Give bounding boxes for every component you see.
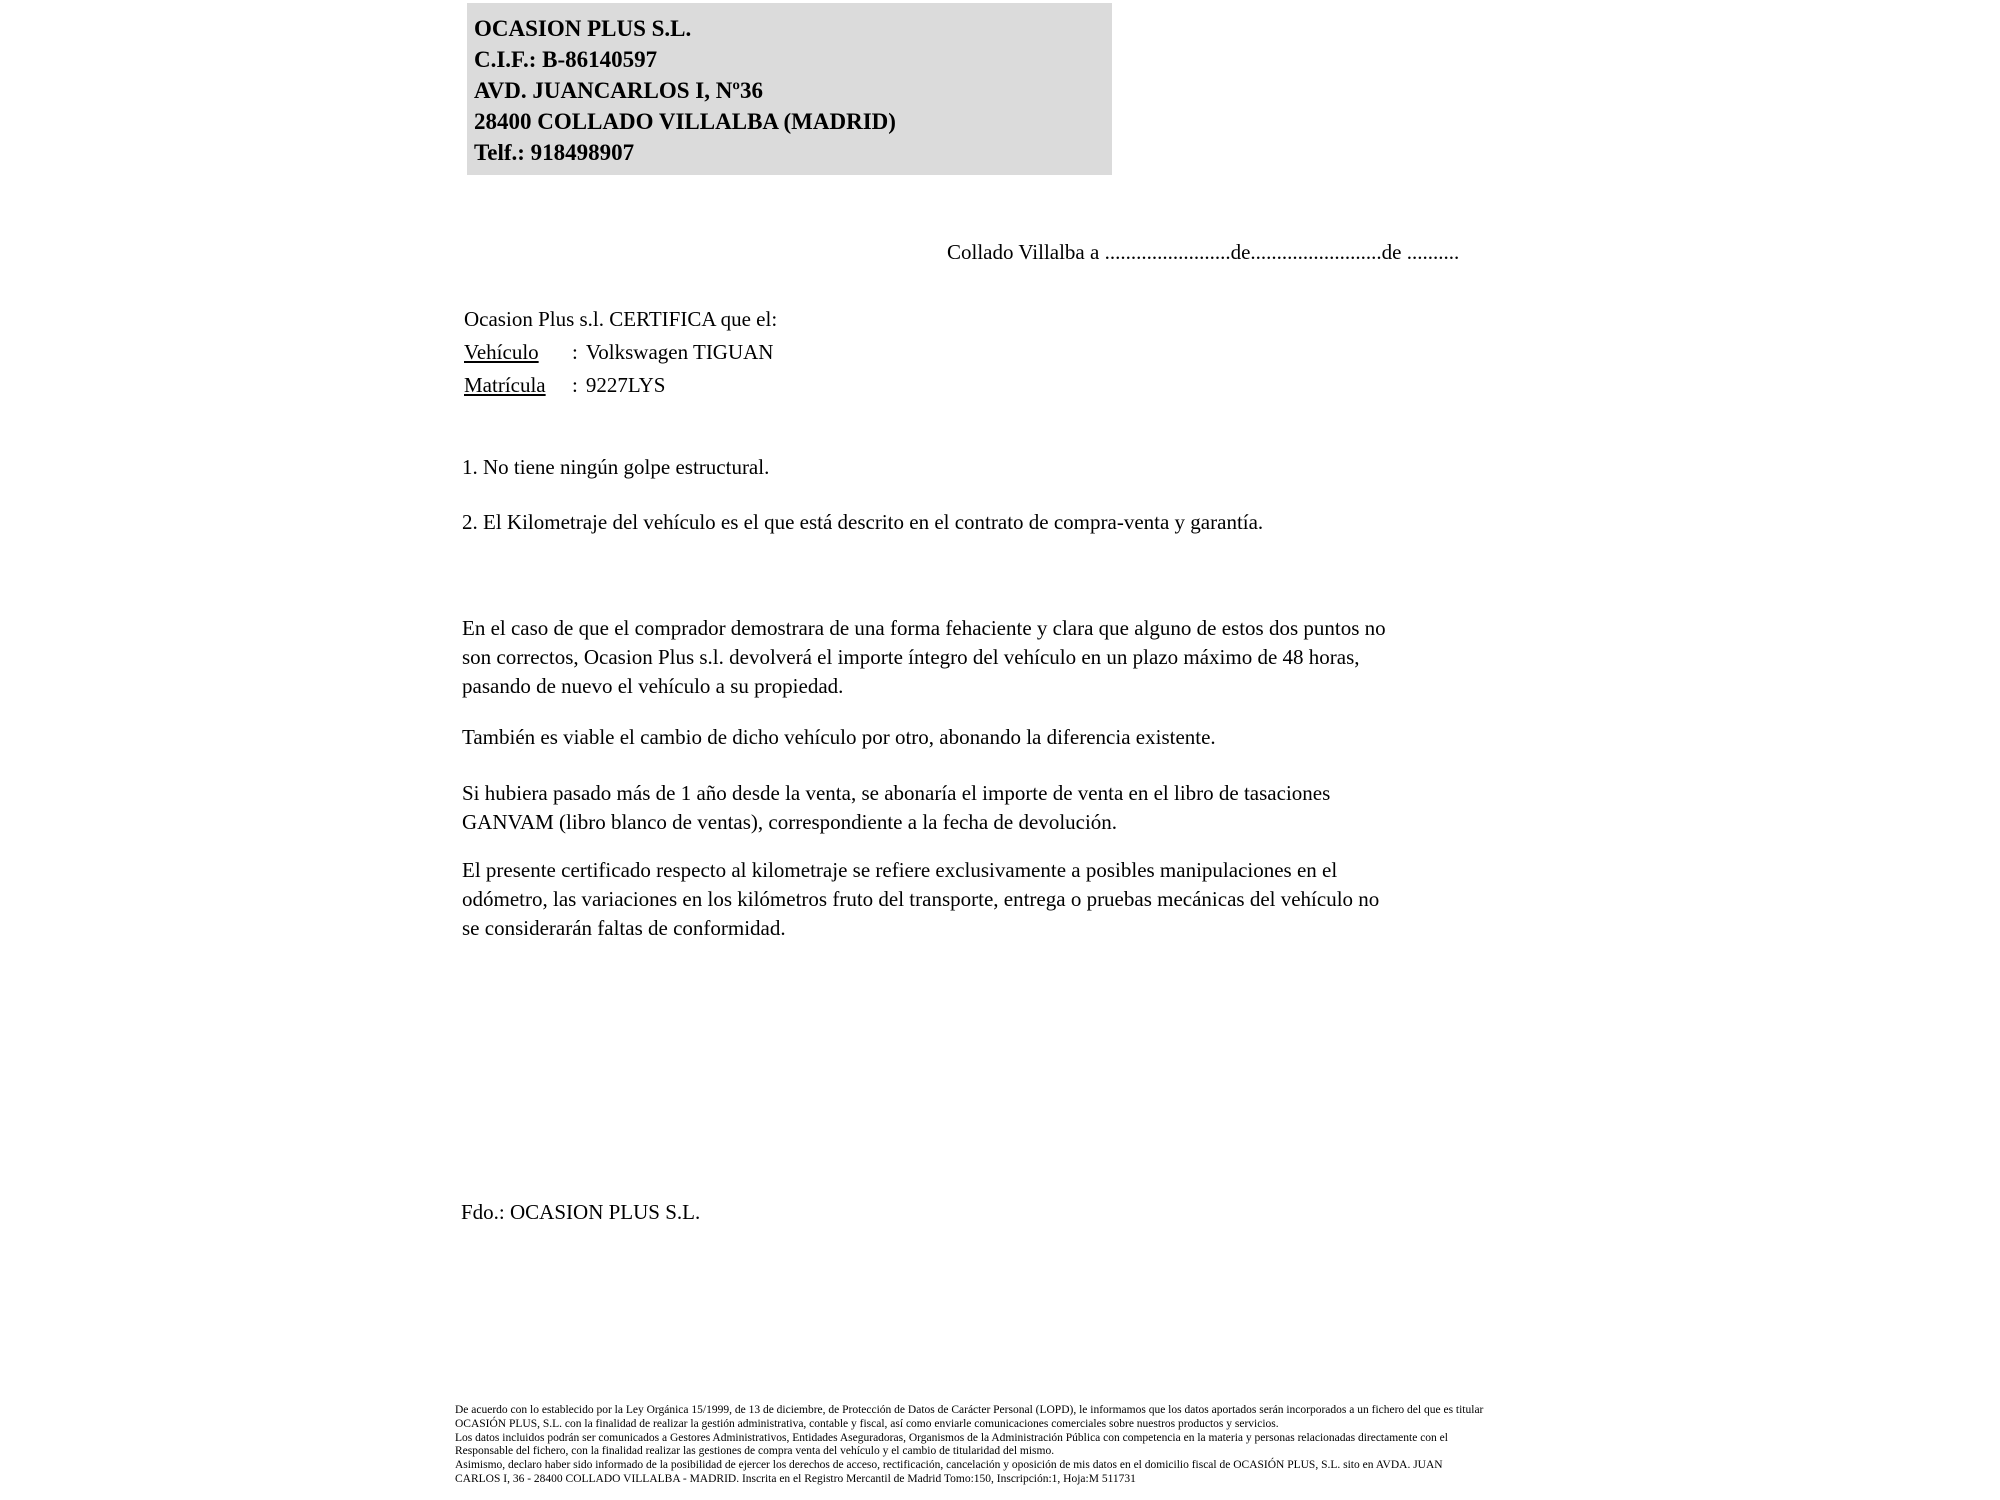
- plate-separator: :: [572, 373, 578, 397]
- paragraph-refund-line-2: son correctos, Ocasion Plus s.l. devolverá el importe íntegro del vehículo en un plazo máximo de 48 horas,: [462, 645, 1360, 669]
- legal-footer-line-6: CARLOS I, 36 - 28400 COLLADO VILLALBA - MADRID. Inscrita en el Registro Mercantil de Madrid Tomo:150, Inscripción:1, Hoja:M 511731: [455, 1472, 1136, 1485]
- company-header-block: [467, 3, 1112, 175]
- certification-block: [464, 303, 777, 402]
- plate-label: Matrícula: [464, 373, 546, 397]
- paragraph-ganvam-line-2: GANVAM (libro blanco de ventas), correspondiente a la fecha de devolución.: [462, 810, 1118, 834]
- plate-row: [464, 369, 777, 402]
- signature-line: Fdo.: OCASION PLUS S.L.: [461, 1200, 701, 1224]
- paragraph-odometer-line-3: se considerarán faltas de conformidad.: [462, 916, 786, 940]
- legal-footer-line-2: OCASIÓN PLUS, S.L. con la finalidad de realizar la gestión administrativa, contable y fiscal, así como enviarle comunicaciones comerciales sobre nuestros productos y servicios.: [455, 1417, 1279, 1430]
- legal-footer-line-5: Asimismo, declaro haber sido informado de la posibilidad de ejercer los derechos de acceso, rectificación, cancelación y oposición de mis datos en el domicilio fiscal de OCASIÓN PLUS, S.L. sito en AVDA. JUAN: [455, 1459, 1443, 1472]
- paragraph-exchange: [462, 723, 1547, 752]
- paragraph-odometer-line-1: El presente certificado respecto al kilometraje se refiere exclusivamente a posibles manipulaciones en el: [462, 858, 1338, 882]
- legal-footer-line-4: Responsable del fichero, con la finalidad realizar las gestiones de compra venta del vehículo y el cambio de titularidad del mismo.: [455, 1445, 1055, 1458]
- paragraph-refund-line-3: pasando de nuevo el vehículo a su propiedad.: [462, 674, 844, 698]
- company-name: OCASION PLUS S.L.: [474, 16, 692, 41]
- legal-footer-line-3: Los datos incluidos podrán ser comunicados a Gestores Administrativos, Entidades Aseguradoras, Organismos de la Administración Pública con competencia en la materia y personas relacionadas directamente con el: [455, 1431, 1448, 1444]
- paragraph-odometer: [462, 856, 1547, 943]
- company-phone: Telf.: 918498907: [474, 140, 635, 165]
- legal-footer: [455, 1404, 1555, 1487]
- paragraph-ganvam-line-1: Si hubiera pasado más de 1 año desde la venta, se abonaría el importe de venta en el libro de tasaciones: [462, 781, 1331, 805]
- paragraph-odometer-line-2: odómetro, las variaciones en los kilómetros fruto del transporte, entrega o pruebas mecánicas del vehículo no: [462, 887, 1380, 911]
- company-address: AVD. JUANCARLOS I, Nº36: [474, 78, 763, 103]
- point-1: 1. No tiene ningún golpe estructural.: [462, 455, 770, 479]
- paragraph-ganvam: [462, 779, 1547, 837]
- vehicle-row: [464, 336, 777, 369]
- vehicle-separator: :: [572, 340, 578, 364]
- paragraph-refund: [462, 614, 1547, 701]
- plate-value: 9227LYS: [585, 373, 666, 397]
- point-2: 2. El Kilometraje del vehículo es el que está descrito en el contrato de compra-venta y garantía.: [462, 510, 1264, 534]
- vehicle-label: Vehículo: [464, 340, 539, 364]
- company-cif: C.I.F.: B-86140597: [474, 47, 658, 72]
- paragraph-exchange-line-1: También es viable el cambio de dicho vehículo por otro, abonando la diferencia existente.: [462, 725, 1216, 749]
- paragraph-refund-line-1: En el caso de que el comprador demostrara de una forma fehaciente y clara que alguno de estos dos puntos no: [462, 616, 1386, 640]
- vehicle-value: Volkswagen TIGUAN: [585, 340, 774, 364]
- legal-footer-line-1: De acuerdo con lo establecido por la Ley Orgánica 15/1999, de 13 de diciembre, de Protección de Datos de Carácter Personal (LOPD), le informamos que los datos aportados serán incorporados a un fichero del que es titular: [455, 1404, 1484, 1416]
- certification-intro: Ocasion Plus s.l. CERTIFICA que el:: [464, 307, 778, 331]
- place-date-line: Collado Villalba a ........................de.........................de ..........: [947, 240, 1460, 264]
- company-city: 28400 COLLADO VILLALBA (MADRID): [474, 109, 896, 134]
